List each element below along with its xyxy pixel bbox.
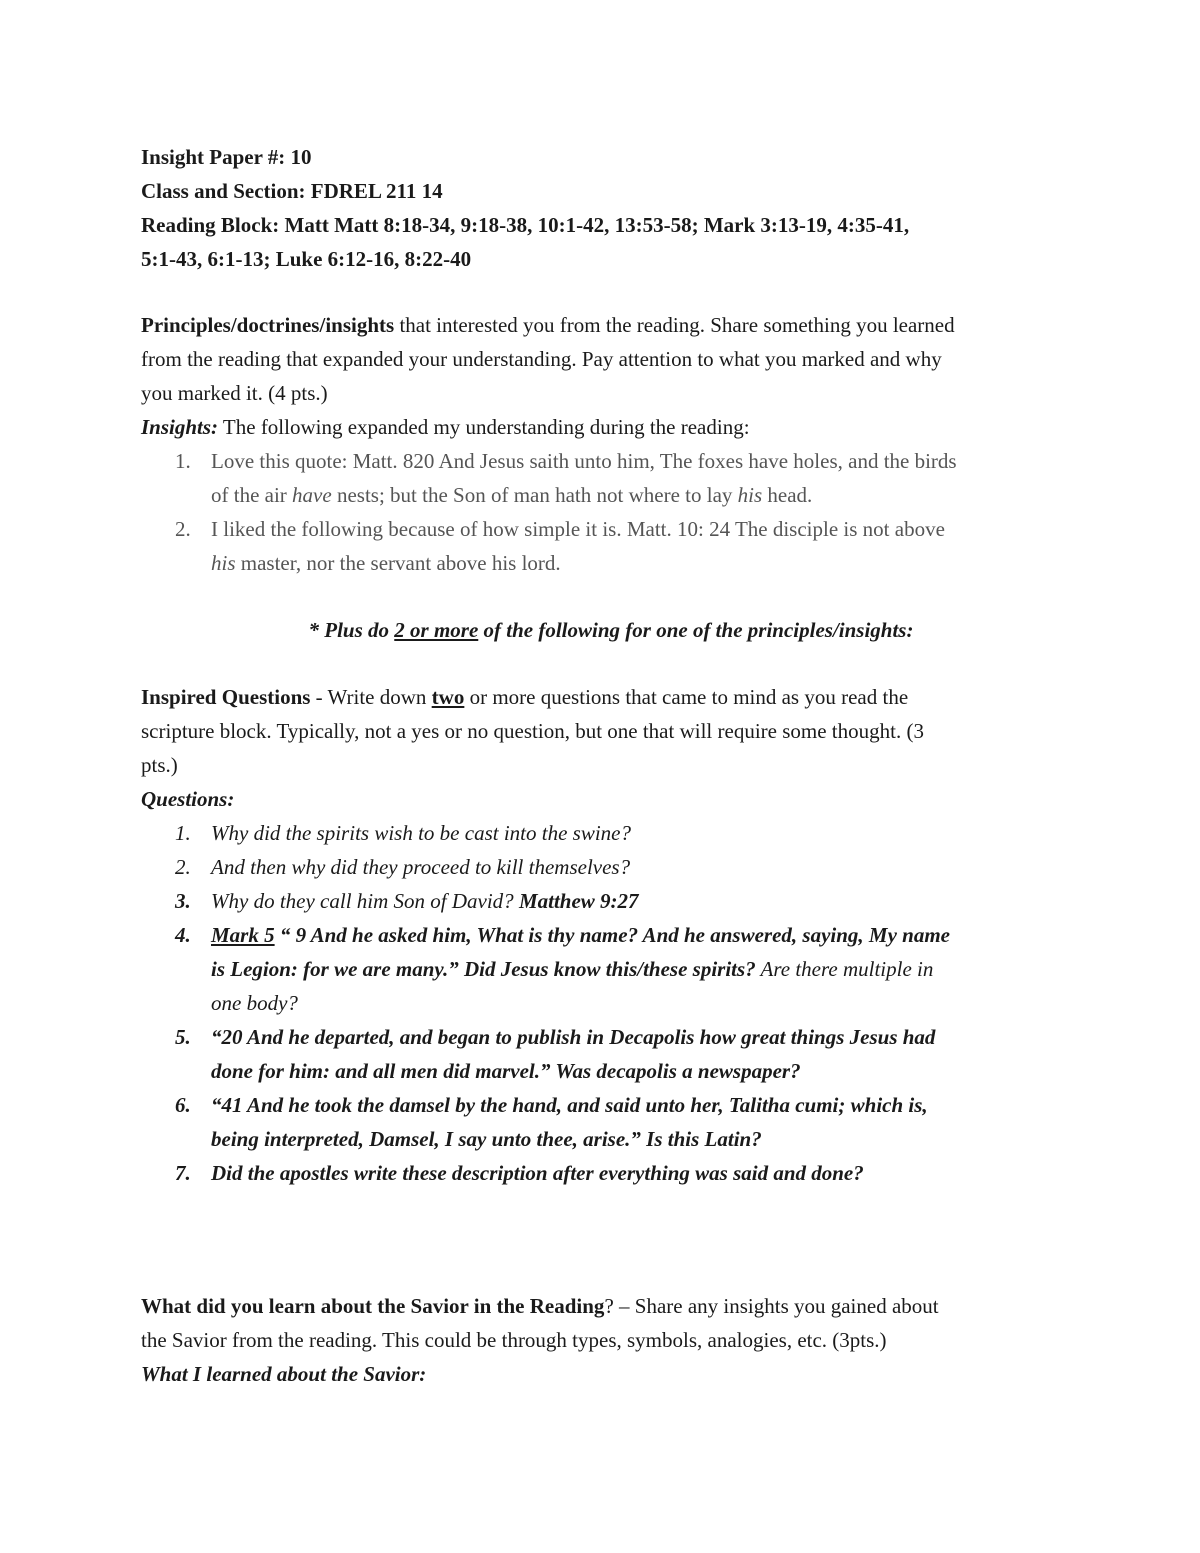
list-item: 4. Mark 5 “ 9 And he asked him, What is thy name? And he answered, saying, My name is Legion: for we are many.” Did Jesus know this/these spirits? Are there multiple in one body? (175, 923, 951, 1015)
inspired-heading: Inspired Questions (141, 685, 311, 709)
reading-block-line-2: 5:1-43, 6:1-13; Luke 6:12-16, 8:22-40 (141, 247, 472, 271)
list-item: 6. “41 And he took the damsel by the hand, and said unto her, Talitha cumi; which is, being interpreted, Damsel, I say unto thee, arise.” Is this Latin? (175, 1093, 928, 1151)
insights-list (141, 444, 1081, 580)
plus-instruction: * Plus do 2 or more of the following for one of the principles/insights: (308, 618, 914, 642)
list-item: 2. I liked the following because of how simple it is. Matt. 10: 24 The disciple is not above his master, nor the servant above his lord. (175, 517, 945, 575)
principles-heading: Principles/doctrines/insights (141, 313, 395, 337)
principles-prompt-line-3: you marked it. (4 pts.) (141, 381, 328, 405)
paper-header (141, 140, 1081, 276)
inspired-prompt-line-1: Inspired Questions - Write down two or more questions that came to mind as you read the (141, 685, 909, 709)
savior-answer-label: What I learned about the Savior: (141, 1362, 427, 1386)
list-item: 3. Why do they call him Son of David? Matthew 9:27 (175, 889, 639, 913)
savior-prompt-line-1: What did you learn about the Savior in the Reading? – Share any insights you gained about (141, 1294, 939, 1318)
savior-prompt-line-2: the Savior from the reading. This could be through types, symbols, analogies, etc. (3pts.) (141, 1328, 887, 1352)
list-item: 7. Did the apostles write these description after everything was said and done? (175, 1161, 864, 1185)
questions-label: Questions: (141, 787, 235, 811)
reading-block-line-1: Reading Block: Matt Matt 8:18-34, 9:18-38, 10:1-42, 13:53-58; Mark 3:13-19, 4:35-41, (141, 213, 910, 237)
questions-list (141, 816, 1081, 1190)
inspired-prompt-line-3: pts.) (141, 753, 178, 777)
principles-section (141, 308, 1081, 580)
list-item: 1. Why did the spirits wish to be cast into the swine? (175, 821, 631, 845)
savior-heading: What did you learn about the Savior in the Reading (141, 1294, 605, 1318)
list-item: 2. And then why did they proceed to kill themselves? (175, 855, 631, 879)
inspired-questions-section (141, 680, 1081, 1190)
list-item: 1. Love this quote: Matt. 820 And Jesus saith unto him, The foxes have holes, and the birds of the air have nests; but the Son of man hath not where to lay his head. (175, 449, 957, 507)
principles-prompt-line-2: from the reading that expanded your understanding. Pay attention to what you marked and why (141, 347, 942, 371)
insights-label: Insights: (141, 415, 219, 439)
savior-section (141, 1289, 1081, 1391)
paper-number: Insight Paper #: 10 (141, 145, 312, 169)
principles-prompt-line-1: Principles/doctrines/insights that interested you from the reading. Share something you learned (141, 313, 955, 337)
insights-intro: Insights: The following expanded my understanding during the reading: (141, 415, 750, 439)
class-section: Class and Section: FDREL 211 14 (141, 179, 443, 203)
inspired-prompt-line-2: scripture block. Typically, not a yes or no question, but one that will require some thought. (3 (141, 719, 924, 743)
list-item: 5. “20 And he departed, and began to publish in Decapolis how great things Jesus had done for him: and all men did marvel.” Was decapolis a newspaper? (175, 1025, 936, 1083)
